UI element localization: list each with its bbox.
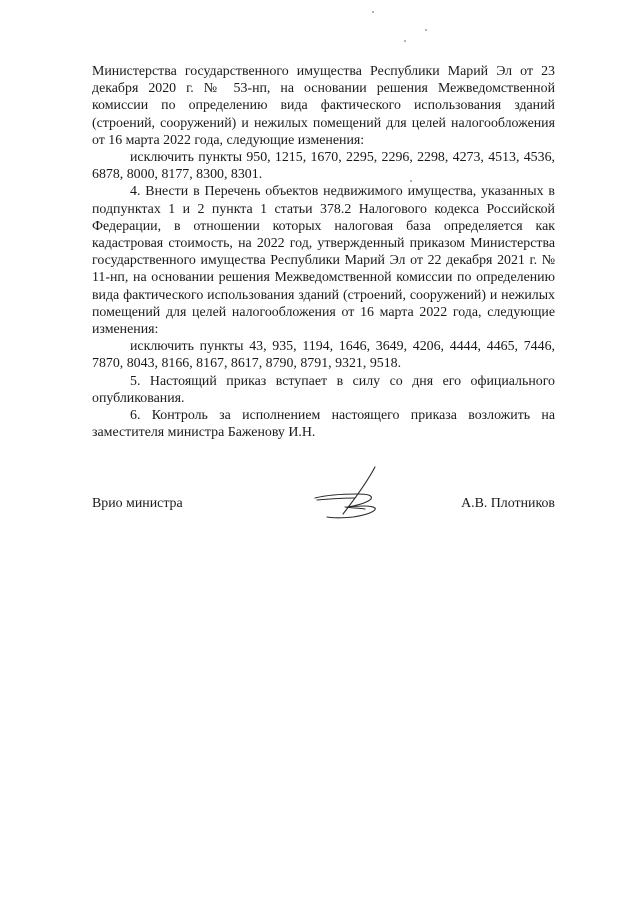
paragraph-item-4: 4. Внести в Перечень объектов недвижимого имущества, указанных в подпунктах 1 и 2 пункта 1 статьи 378.2 Налогового кодекса Российской Федерации, в отношении которых налоговая база определяется как кадастровая стоимость, на 2022 год, утвержденный приказом Министерства государственного имущества Республики Марий Эл от 22 декабря 2021 г. № 11-нп, на основании решения Межведомственной комиссии по определению вида фактического использования зданий (строений, сооружений) и нежилых помещений для целей налогообложения от 16 марта 2022 года, следующие изменения: [92, 184, 555, 338]
signatory-name: А.В. Плотников [461, 496, 555, 511]
signatory-position: Врио министра [92, 496, 183, 511]
paragraph-continuation: Министерства государственного имущества Республики Марий Эл от 23 декабря 2020 г. № 53-нп, на основании решения Межведомственной комиссии по определению вида фактического использования зданий (строений, сооружений) и нежилых помещений для целей налогообложения от 16 марта 2022 года, следующие изменения: [92, 64, 555, 148]
scan-speck [404, 40, 406, 42]
paragraph-item-6: 6. Контроль за исполнением настоящего приказа возложить на заместителя министра Баженову И.Н. [92, 408, 555, 441]
paragraph-exclude-list-1: исключить пункты 950, 1215, 1670, 2295, 2296, 2298, 4273, 4513, 4536, 6878, 8000, 8177, 8300, 8301. [92, 150, 555, 183]
paragraph-exclude-list-2: исключить пункты 43, 935, 1194, 1646, 3649, 4206, 4444, 4465, 7446, 7870, 8043, 8166, 8167, 8617, 8790, 8791, 9321, 9518. [92, 339, 555, 372]
scan-speck [410, 180, 412, 182]
handwritten-signature-icon [305, 462, 395, 524]
scan-speck [372, 11, 374, 13]
paragraph-item-5: 5. Настоящий приказ вступает в силу со дня его официального опубликования. [92, 373, 555, 406]
scan-speck [425, 29, 427, 31]
document-body [92, 63, 555, 441]
